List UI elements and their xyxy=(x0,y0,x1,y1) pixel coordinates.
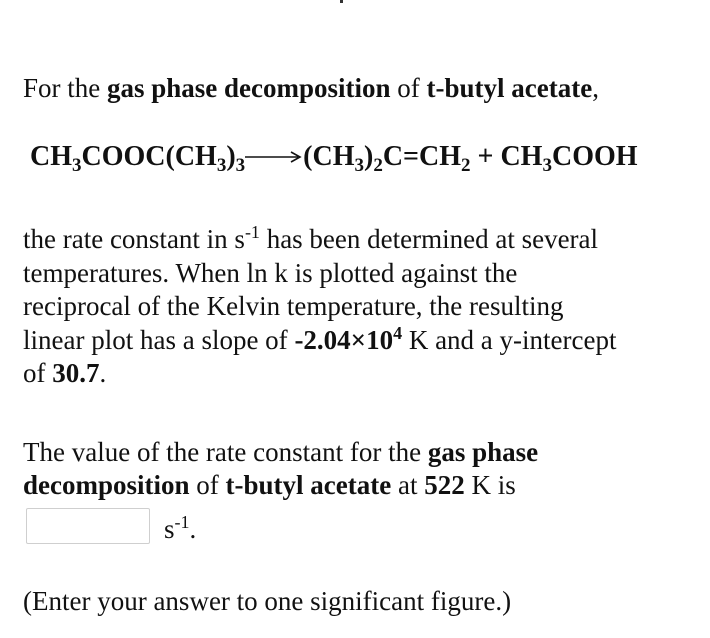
intro-text: For the gas phase decomposition of t-butyl acetate, xyxy=(23,73,599,103)
top-tick-mark xyxy=(340,0,343,3)
products: $(CH_3)_2C=CH_2$ + $CH_3COOH$ xyxy=(303,141,638,176)
body-line-5: of 30.7. xyxy=(23,358,107,388)
answer-unit: $s^{-1}$. xyxy=(164,512,197,544)
reactant: $CH_3COOC(CH_3)_3$ xyxy=(30,141,246,176)
problem-body xyxy=(23,223,616,391)
reaction-equation xyxy=(30,139,638,175)
rate-constant-answer-input[interactable] xyxy=(26,508,150,544)
body-line-1: the rate constant in $s^{-1}$ has been determined at several xyxy=(23,222,599,254)
body-line-2: temperatures. When ln k is plotted against the xyxy=(23,257,518,288)
body-line-4: linear plot has a slope of $-2.04\times 10^4$ K and a y-intercept xyxy=(23,322,617,355)
body-line-3: reciprocal of the Kelvin temperature, the resulting xyxy=(23,291,564,321)
reaction-arrow-icon xyxy=(245,147,303,167)
slope-value: $-2.04\times 10^4$ xyxy=(294,322,403,355)
question-line-1: The value of the rate constant for the gas phase xyxy=(23,437,539,467)
question-text xyxy=(23,436,538,502)
instruction-note: (Enter your answer to one significant figure.) xyxy=(23,586,512,616)
intercept-value: 30.7 xyxy=(52,358,100,388)
question-line-2: decomposition of t-butyl acetate at 522 K is xyxy=(23,470,516,500)
